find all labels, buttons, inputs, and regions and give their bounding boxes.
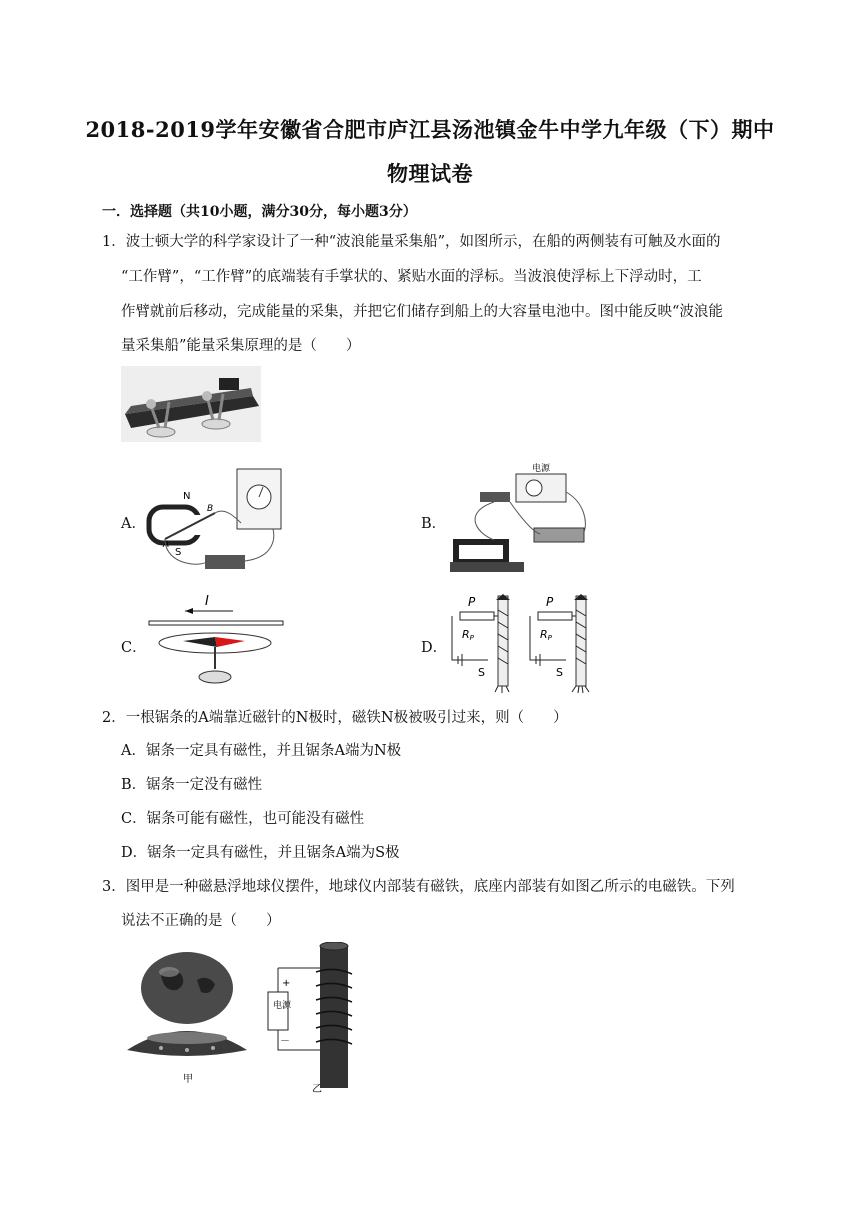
q1-d-rp-label-1: RP	[462, 628, 474, 642]
electromagnet-figure	[260, 942, 364, 1096]
q2-option-a: A．锯条一定具有磁性，并且锯条A端为N极	[121, 743, 402, 759]
exam-title-line1: 2018-2019学年安徽省合肥市庐江县汤池镇金牛中学九年级（下）期中	[85, 117, 775, 142]
q1-d-rp-label-2: RP	[540, 628, 552, 642]
q1-option-a-label: A．	[121, 516, 146, 532]
fig-yi-label: 乙	[312, 1084, 322, 1095]
q3-line1: 3．图甲是一种磁悬浮地球仪摆件，地球仪内部装有磁铁，底座内部装有如图乙所示的电磁铁。下列	[102, 879, 735, 895]
fig-yi-power-label: 电源	[273, 1001, 292, 1011]
q2-option-b: B．锯条一定没有磁性	[121, 777, 263, 793]
exam-title-line2: 物理试卷	[387, 161, 473, 186]
fig-yi-plus: +	[282, 978, 291, 989]
q1-c-current-label: I	[205, 594, 209, 609]
q1-option-d-figure	[444, 590, 590, 694]
q1-a-a-label: A	[163, 540, 170, 550]
q1-d-s-label-2: S	[556, 666, 563, 679]
q1-option-b-label: B．	[421, 516, 447, 532]
q1-a-s-label: S	[175, 547, 182, 558]
q1-option-c-figure	[145, 589, 287, 691]
q1-line2: “工作臂”，“工作臂”的底端装有手掌状的、紧贴水面的浮标。当波浪使浮标上下浮动时，工	[121, 269, 702, 285]
q1-d-p-label-1: P	[468, 595, 476, 609]
wave-energy-ship-figure	[121, 366, 261, 442]
q3-line2: 说法不正确的是（ ）	[121, 913, 281, 929]
q1-d-s-label-1: S	[478, 666, 485, 679]
q1-b-power-label: 电源	[532, 464, 551, 474]
fig-jia-label: 甲	[183, 1074, 193, 1085]
q2-option-c: C．锯条可能有磁性，也可能没有磁性	[121, 811, 365, 827]
q1-line1: 1．波士顿大学的科学家设计了一种“波浪能量采集船”，如图所示，在船的两侧装有可触及水面的	[102, 234, 721, 250]
q1-line3: 作臂就前后移动，完成能量的采集，并把它们储存到船上的大容量电池中。图中能反映“波浪能	[121, 304, 723, 320]
q1-option-a-figure	[145, 467, 285, 575]
q2-option-d: D．锯条一定具有磁性，并且锯条A端为S极	[121, 845, 400, 861]
q1-option-c-label: C．	[121, 640, 147, 656]
q2-stem: 2．一根锯条的A端靠近磁针的N极时，磁铁N极被吸引过来，则（ ）	[102, 710, 568, 726]
section-heading: 一．选择题（共10小题，满分30分，每小题3分）	[102, 204, 417, 220]
maglev-globe-figure	[121, 950, 251, 1090]
q1-option-b-figure	[444, 462, 590, 578]
q1-option-d-label: D．	[421, 640, 448, 656]
q1-a-n-label: N	[183, 491, 191, 502]
q1-line4: 量采集船”能量采集原理的是（ ）	[121, 338, 361, 354]
q1-a-b-label: B	[207, 504, 214, 514]
q1-d-p-label-2: P	[546, 595, 554, 609]
fig-yi-minus: －	[280, 1036, 290, 1047]
